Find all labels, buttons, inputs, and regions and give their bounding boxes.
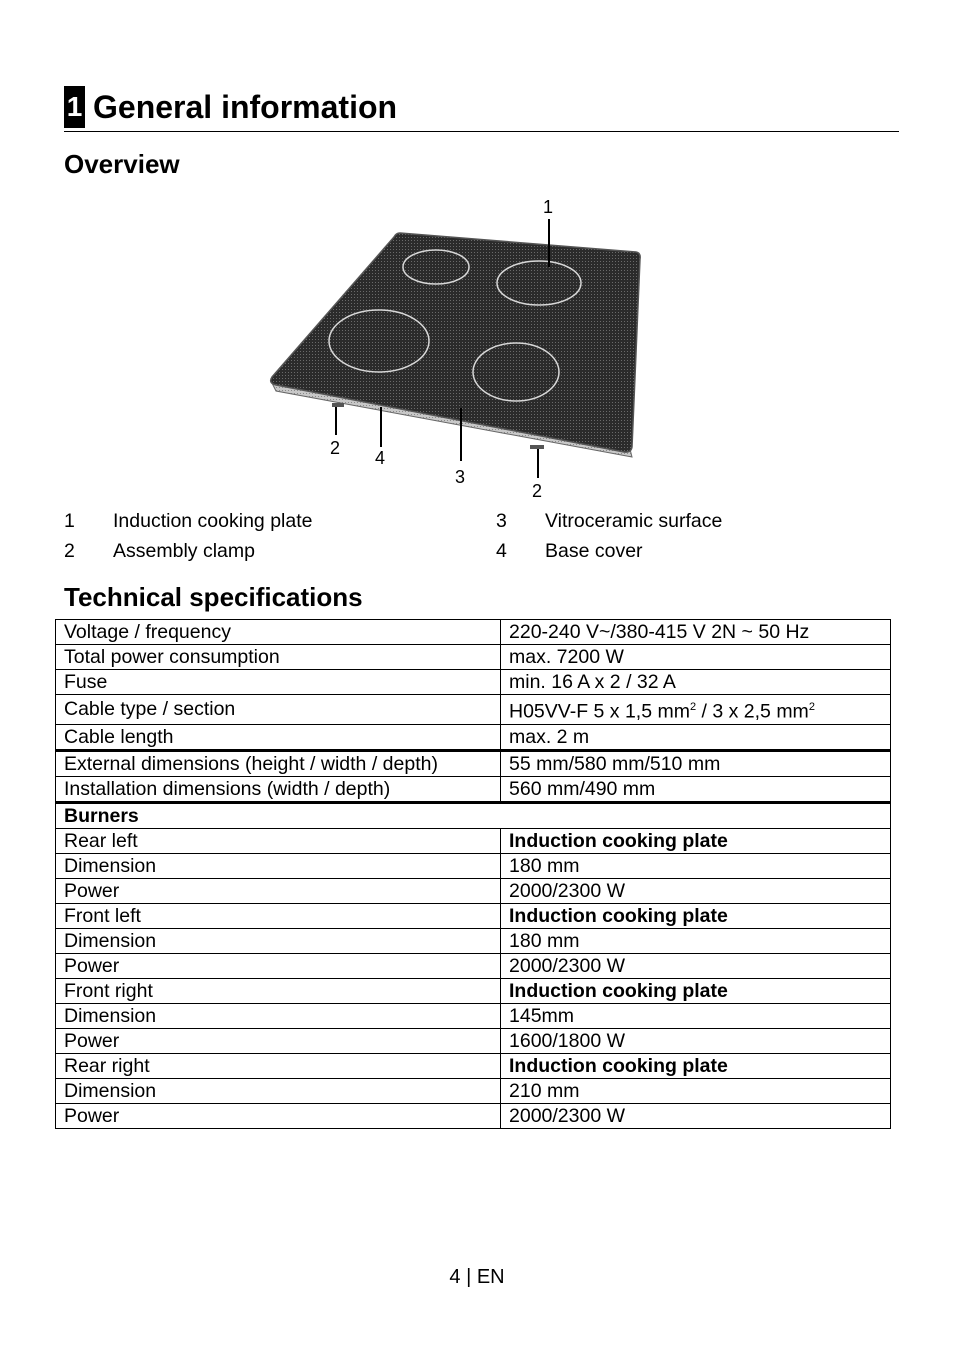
- power-label: Power: [56, 878, 501, 903]
- table-row: [56, 776, 891, 802]
- table-row: [56, 620, 891, 645]
- spec-label: External dimensions (height / width / depth): [56, 750, 501, 776]
- table-row: [56, 1053, 891, 1078]
- superscript-2: 2: [689, 701, 697, 713]
- power-label: Power: [56, 1028, 501, 1053]
- table-row: [56, 695, 891, 725]
- page-footer: 4 | EN: [449, 1266, 505, 1288]
- chapter-title: General information: [93, 89, 398, 125]
- legend-text-3: Vitroceramic surface: [545, 510, 723, 532]
- legend-number-1: 1: [64, 510, 75, 532]
- table-row: [56, 645, 891, 670]
- spec-label: Voltage / frequency: [56, 620, 501, 645]
- spec-value: min. 16 A x 2 / 32 A: [501, 670, 891, 695]
- table-row: [56, 670, 891, 695]
- legend-number-2: 2: [64, 540, 75, 562]
- table-row: [56, 1003, 891, 1028]
- table-row: [56, 828, 891, 853]
- burner-position: Rear left: [56, 828, 501, 853]
- table-row: [56, 928, 891, 953]
- tech-specs-title: Technical specifications: [64, 582, 363, 612]
- power-value: 2000/2300 W: [501, 878, 891, 903]
- burner-type: Induction cooking plate: [501, 1053, 891, 1078]
- power-value: 1600/1800 W: [501, 1028, 891, 1053]
- legend-text-1: Induction cooking plate: [113, 510, 313, 532]
- vitroceramic-surface-shape: [271, 233, 640, 452]
- burner-type: Induction cooking plate: [501, 828, 891, 853]
- burner-position: Front left: [56, 903, 501, 928]
- legend-number-3: 3: [496, 510, 507, 532]
- dimension-label: Dimension: [56, 1078, 501, 1103]
- table-row: [56, 1103, 891, 1128]
- dimension-label: Dimension: [56, 853, 501, 878]
- dimension-value: 180 mm: [501, 853, 891, 878]
- callout-3: 3: [455, 467, 466, 487]
- spec-label: Cable length: [56, 724, 501, 750]
- legend-text-4: Base cover: [545, 540, 643, 562]
- spec-value: max. 7200 W: [501, 645, 891, 670]
- dimension-value: 180 mm: [501, 928, 891, 953]
- table-row: [56, 750, 891, 776]
- spec-label: Installation dimensions (width / depth): [56, 776, 501, 802]
- dimension-label: Dimension: [56, 928, 501, 953]
- spec-label: Total power consumption: [56, 645, 501, 670]
- table-row: [56, 853, 891, 878]
- power-label: Power: [56, 1103, 501, 1128]
- cable-value-part-2: / 3 x 2,5 mm: [696, 700, 809, 723]
- callout-1: 1: [543, 197, 554, 217]
- assembly-clamp-right: [530, 445, 544, 449]
- table-row: [56, 953, 891, 978]
- table-row: [56, 978, 891, 1003]
- spec-table: [55, 619, 891, 1129]
- table-row: [56, 1028, 891, 1053]
- burner-position: Rear right: [56, 1053, 501, 1078]
- table-row: [56, 878, 891, 903]
- burners-header-row: [56, 802, 891, 828]
- burner-position: Front right: [56, 978, 501, 1003]
- callout-2-right: 2: [532, 481, 543, 501]
- spec-label: Fuse: [56, 670, 501, 695]
- dimension-value: 210 mm: [501, 1078, 891, 1103]
- spec-value: 55 mm/580 mm/510 mm: [501, 750, 891, 776]
- spec-value: 220-240 V~/380-415 V 2N ~ 50 Hz: [501, 620, 891, 645]
- spec-value: [501, 695, 891, 725]
- legend-number-4: 4: [496, 540, 507, 562]
- chapter-heading: [64, 86, 899, 132]
- spec-label: Cable type / section: [56, 695, 501, 725]
- legend-text-2: Assembly clamp: [113, 540, 255, 562]
- power-value: 2000/2300 W: [501, 1103, 891, 1128]
- hob-diagram: [258, 195, 658, 505]
- power-value: 2000/2300 W: [501, 953, 891, 978]
- burners-header: Burners: [56, 802, 891, 828]
- dimension-value: 145mm: [501, 1003, 891, 1028]
- table-row: [56, 1078, 891, 1103]
- dimension-label: Dimension: [56, 1003, 501, 1028]
- callout-2-left: 2: [330, 438, 341, 458]
- burner-type: Induction cooking plate: [501, 903, 891, 928]
- callout-4: 4: [375, 448, 386, 468]
- burner-type: Induction cooking plate: [501, 978, 891, 1003]
- spec-value: 560 mm/490 mm: [501, 776, 891, 802]
- overview-title: Overview: [64, 149, 180, 179]
- assembly-clamp-left: [332, 403, 344, 407]
- power-label: Power: [56, 953, 501, 978]
- superscript-2: 2: [808, 701, 815, 713]
- chapter-number: 1: [64, 86, 85, 128]
- table-row: [56, 724, 891, 750]
- cable-value-part-1: H05VV-F 5 x 1,5 mm: [509, 700, 690, 723]
- spec-value: max. 2 m: [501, 724, 891, 750]
- table-row: [56, 903, 891, 928]
